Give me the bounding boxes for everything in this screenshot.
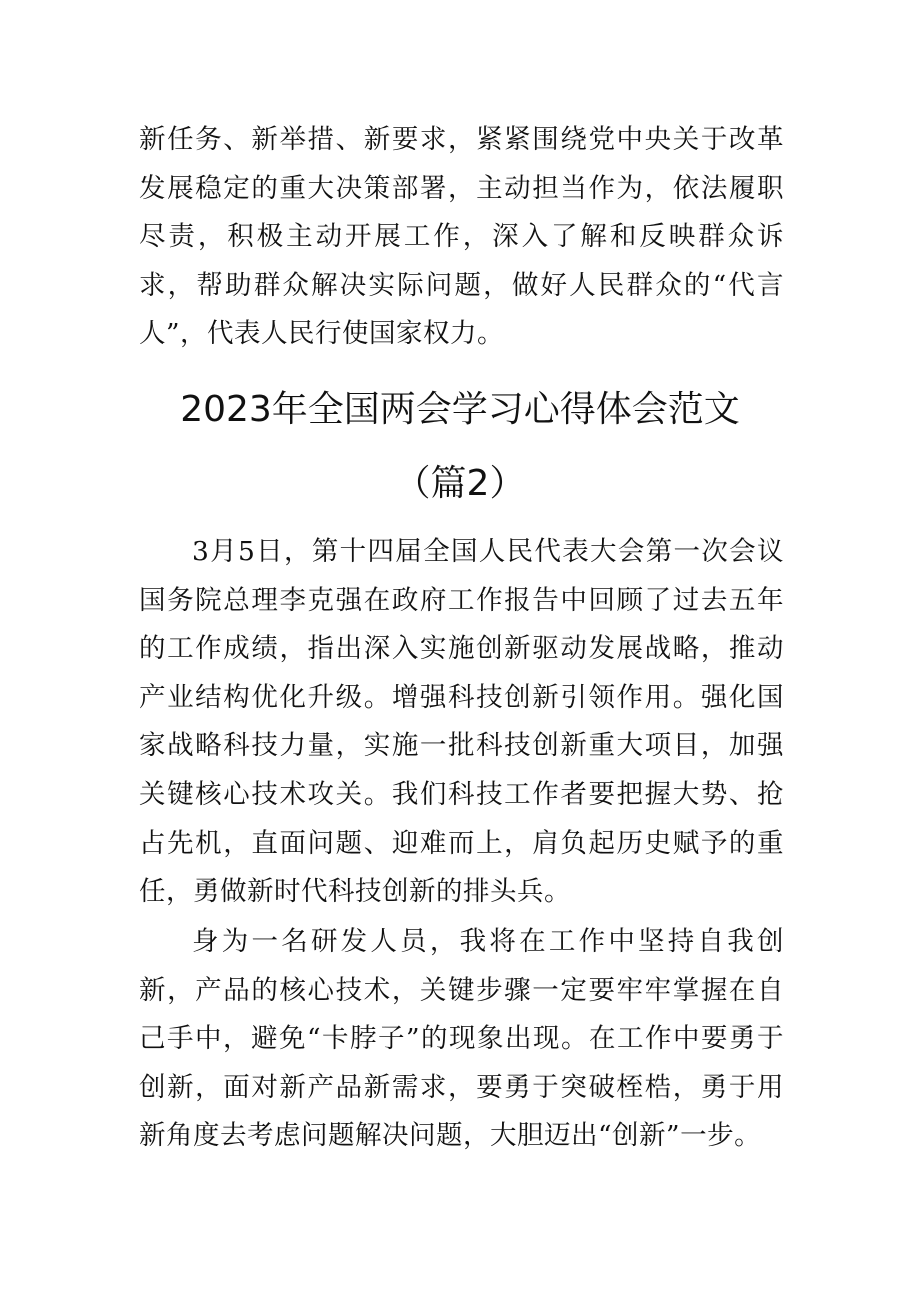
body-paragraph-2: 身为一名研发人员，我将在工作中坚持自我创新，产品的核心技术，关键步骤一定要牢牢掌握在自己手中，避免“卡脖子”的现象出现。在工作中要勇于创新，面对新产品新需求，要勇于突破桎梏，勇于用新角度去考虑问题解决问题，大胆迈出“创新”一步。 xyxy=(139,926,784,1152)
document-subtitle: （篇2） xyxy=(394,463,526,504)
body-paragraph-1: 3月5日，第十四届全国人民代表大会第一次会议国务院总理李克强在政府工作报告中回顾了过去五年的工作成绩，指出深入实施创新驱动发展战略，推动产业结构优化升级。增强科技创新引领作用。强化国家战略科技力量，实施一批科技创新重大项目，加强关键核心技术攻关。我们科技工作者要把握大势、抢占先机，直面问题、迎难而上，肩负起历史赋予的重任，勇做新时代科技创新的排头兵。 xyxy=(139,536,784,908)
document-title: 2023年全国两会学习心得体会范文 xyxy=(180,389,740,430)
continuation-paragraph: 新任务、新举措、新要求，紧紧围绕党中央关于改革发展稳定的重大决策部署，主动担当作为，依法履职尽责，积极主动开展工作，深入了解和反映群众诉求，帮助群众解决实际问题，做好人民群众的“代言人”，代表人民行使国家权力。 xyxy=(139,124,784,350)
